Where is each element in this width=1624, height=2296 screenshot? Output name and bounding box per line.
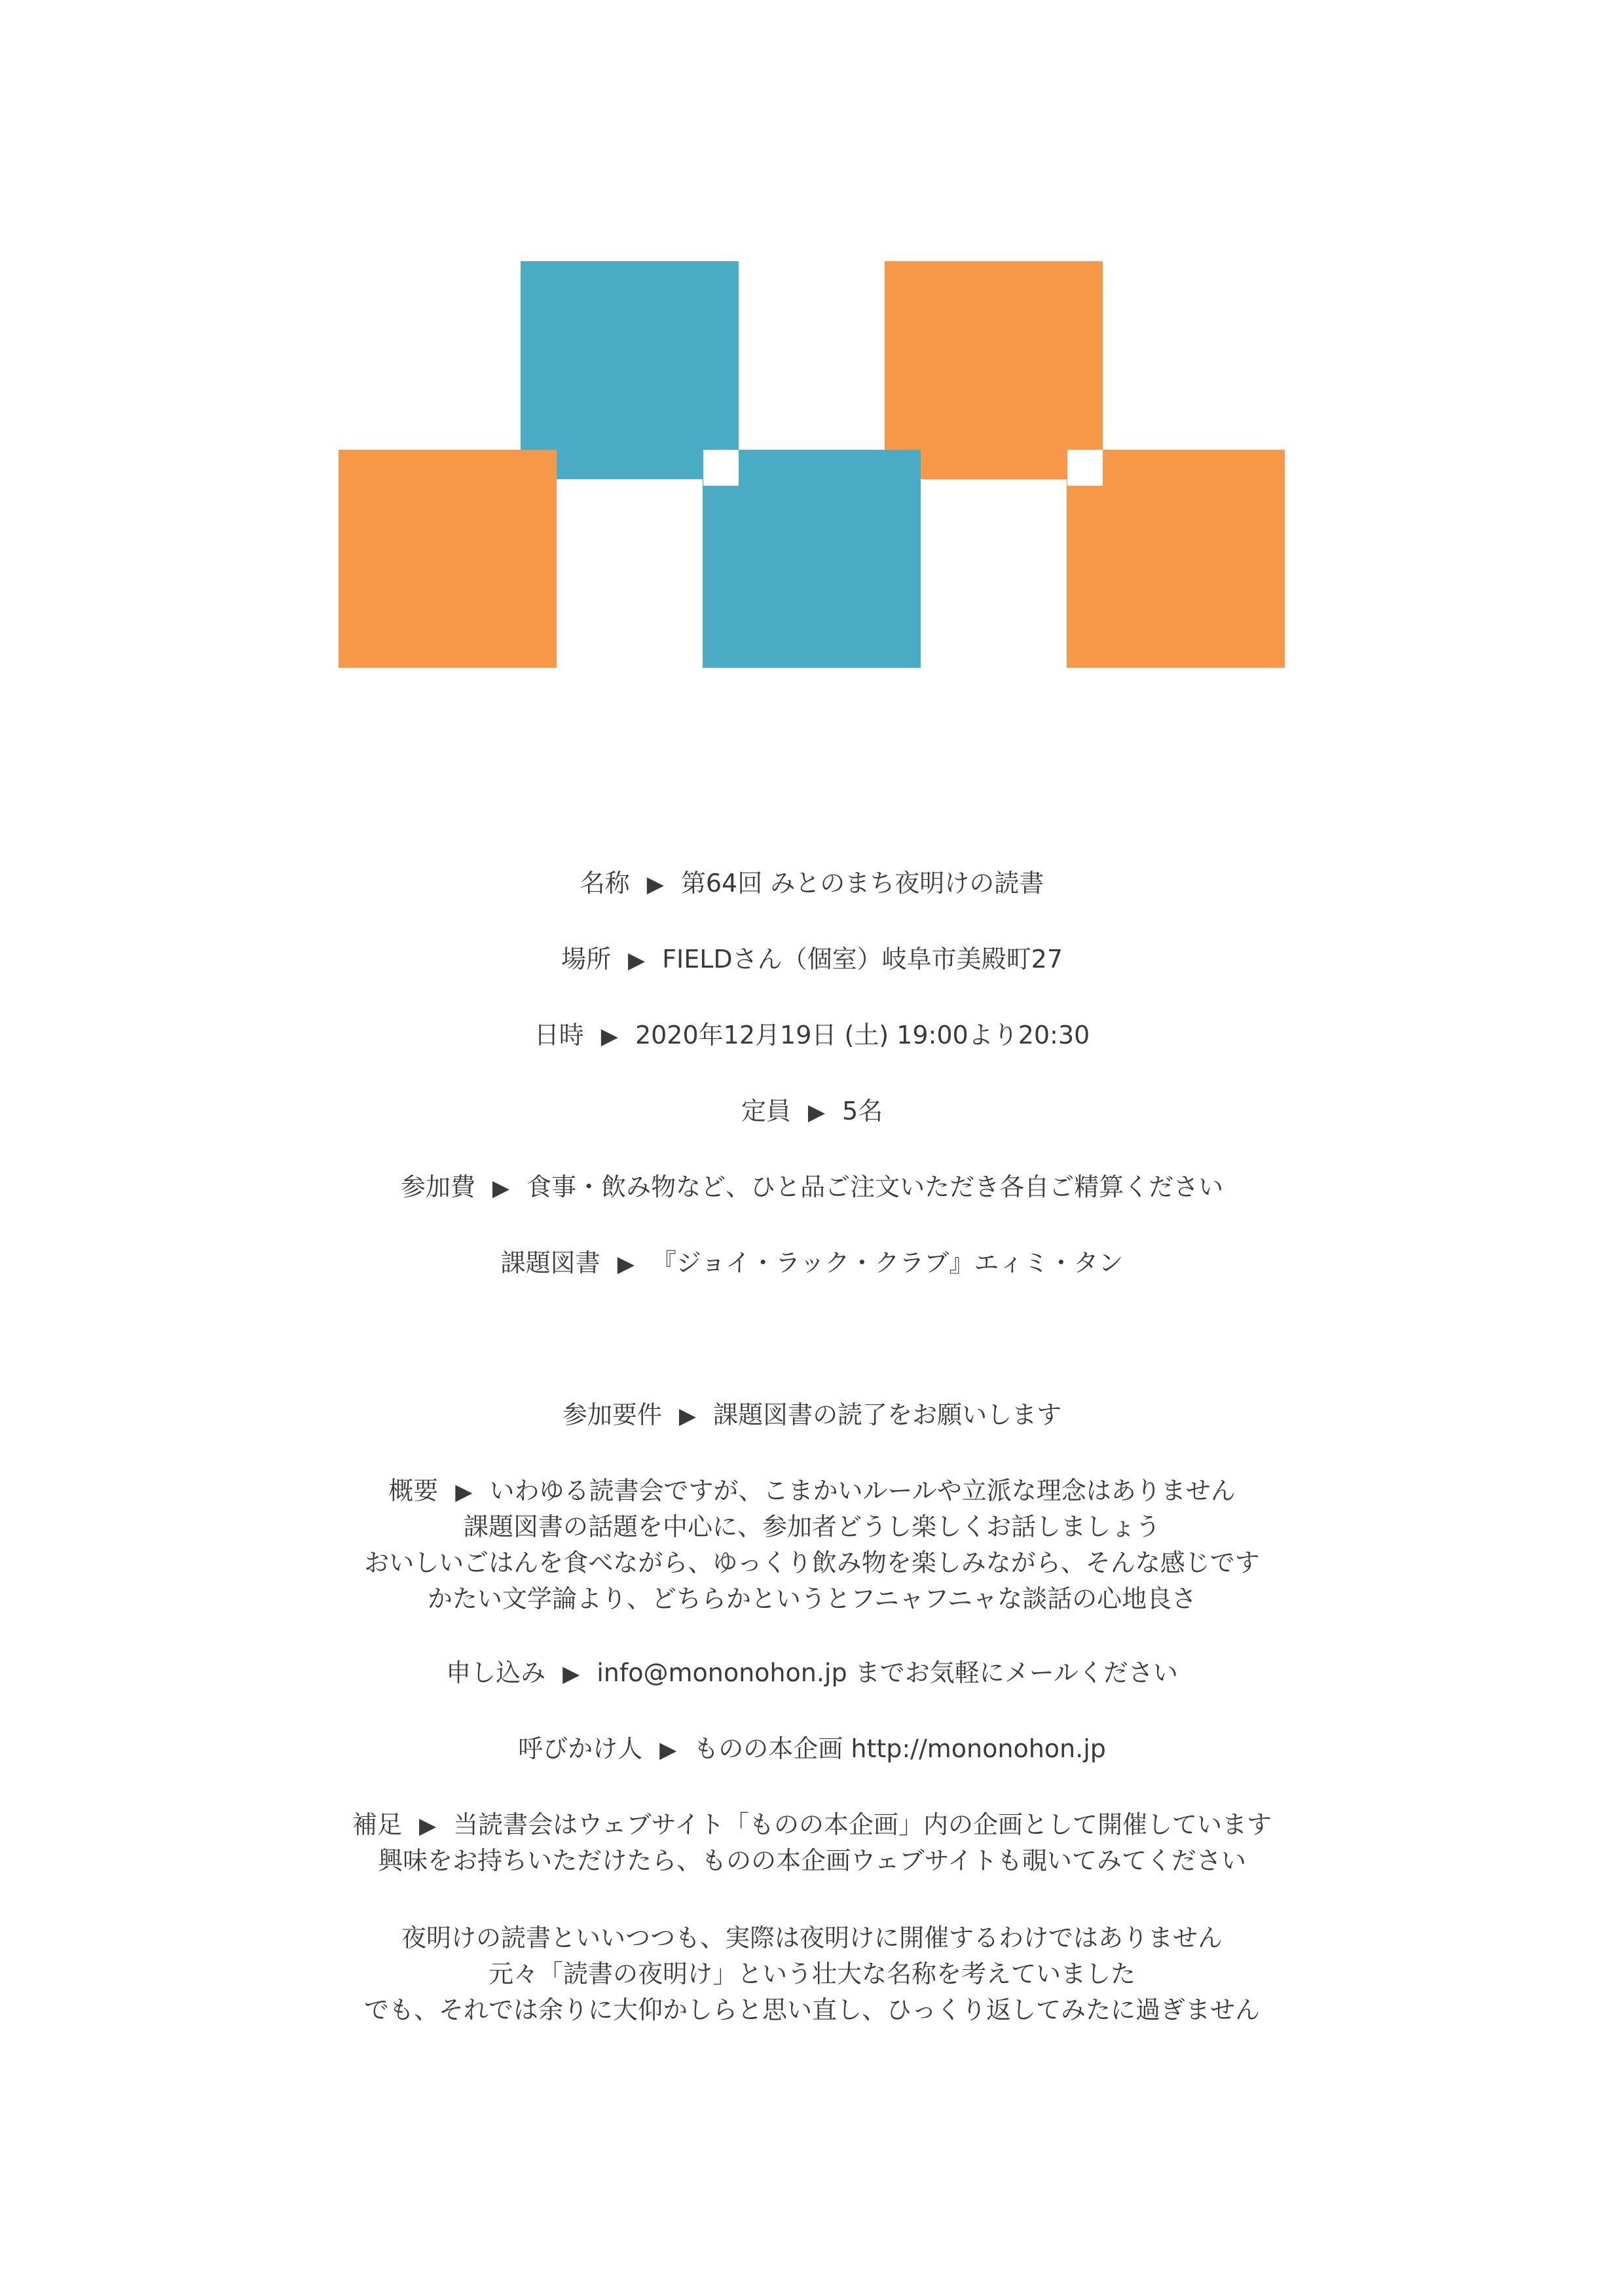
overview-line — [0, 1547, 1624, 1578]
arrow-icon: ▶ — [659, 1737, 677, 1763]
afterword-line — [0, 1922, 1624, 1954]
afterword-line — [0, 1958, 1624, 1990]
field-value: info@mononohon.jp までお気軽にメールください — [597, 1658, 1178, 1687]
field-value: 課題図書の読了をお願いします — [713, 1400, 1062, 1429]
arrow-icon: ▶ — [617, 1251, 635, 1277]
logo-squares — [0, 0, 1624, 720]
arrow-icon: ▶ — [563, 1661, 580, 1687]
field-organizer — [0, 1733, 1624, 1766]
overview-line — [0, 1511, 1624, 1542]
overview-line — [0, 1475, 1624, 1508]
arrow-icon: ▶ — [492, 1175, 510, 1201]
arrow-icon: ▶ — [627, 947, 646, 974]
afterword-text: 元々「読書の夜明け」という壮大な名称を考えていました — [488, 1959, 1135, 1988]
field-value: 2020年12月19日 (土) 19:00より20:30 — [635, 1021, 1090, 1049]
field-capacity — [0, 1095, 1624, 1128]
logo-gap-white — [1067, 450, 1103, 486]
field-label: 参加要件 — [562, 1400, 662, 1429]
arrow-icon: ▶ — [678, 1403, 697, 1429]
field-value: 第64回 みとのまち夜明けの読書 — [680, 869, 1044, 898]
field-label: 呼びかけ人 — [518, 1734, 643, 1763]
field-value: ものの本企画 http://mononohon.jp — [693, 1734, 1106, 1763]
field-fee — [0, 1171, 1624, 1204]
afterword-line — [0, 1994, 1624, 2026]
afterword-text: 夜明けの読書といいつつも、実際は夜明けに開催するわけではありません — [401, 1923, 1223, 1952]
field-value: 5名 — [841, 1097, 883, 1125]
field-label: 概要 — [388, 1476, 439, 1505]
overview-text: いわゆる読書会ですが、こまかいルールや立派な理念はありません — [489, 1476, 1236, 1505]
afterword-text: でも、それでは余りに大仰かしらと思い直し、ひっくり返してみたに過ぎません — [363, 1995, 1260, 2024]
note-text: 興味をお持ちいただけたら、ものの本企画ウェブサイトも覗いてみてください — [378, 1846, 1246, 1875]
logo-square-orange-left — [339, 450, 557, 668]
field-label: 申し込み — [446, 1658, 546, 1687]
logo-gap-white — [703, 450, 739, 486]
field-label: 場所 — [561, 945, 611, 974]
arrow-icon: ▶ — [646, 871, 664, 898]
arrow-icon: ▶ — [419, 1813, 437, 1839]
arrow-icon: ▶ — [455, 1479, 473, 1505]
arrow-icon: ▶ — [807, 1099, 825, 1125]
overview-text: おいしいごはんを食べながら、ゆっくり飲み物を楽しみながら、そんな感じです — [364, 1548, 1260, 1577]
field-value: 『ジョイ・ラック・クラブ』エィミ・タン — [651, 1248, 1124, 1277]
field-value: FIELDさん（個室）岐阜市美殿町27 — [662, 945, 1063, 974]
field-value: 食事・飲み物など、ひと品ご注文いただき各自ご精算ください — [526, 1173, 1224, 1201]
field-apply — [0, 1657, 1624, 1690]
logo-square-blue-top — [521, 261, 739, 479]
field-label: 名称 — [580, 869, 630, 898]
field-datetime — [0, 1019, 1624, 1052]
field-book — [0, 1247, 1624, 1280]
field-label: 日時 — [534, 1021, 584, 1049]
note-line — [0, 1845, 1624, 1876]
field-place — [0, 943, 1624, 976]
field-label: 課題図書 — [500, 1248, 600, 1277]
field-label: 補足 — [352, 1810, 403, 1839]
field-requirements — [0, 1399, 1624, 1432]
overview-text: かたい文学論より、どちらかというとフニャフニャな談話の心地良さ — [427, 1584, 1197, 1613]
logo-square-orange-top — [885, 261, 1103, 479]
overview-text: 課題図書の話題を中心に、参加者どうし楽しくお話しましょう — [463, 1512, 1160, 1541]
field-name — [0, 867, 1624, 900]
note-line — [0, 1809, 1624, 1842]
field-label: 参加費 — [400, 1173, 475, 1201]
overview-line — [0, 1583, 1624, 1614]
field-label: 定員 — [741, 1097, 791, 1125]
arrow-icon: ▶ — [600, 1023, 618, 1049]
note-text: 当読書会はウェブサイト「ものの本企画」内の企画として開催しています — [453, 1810, 1272, 1839]
